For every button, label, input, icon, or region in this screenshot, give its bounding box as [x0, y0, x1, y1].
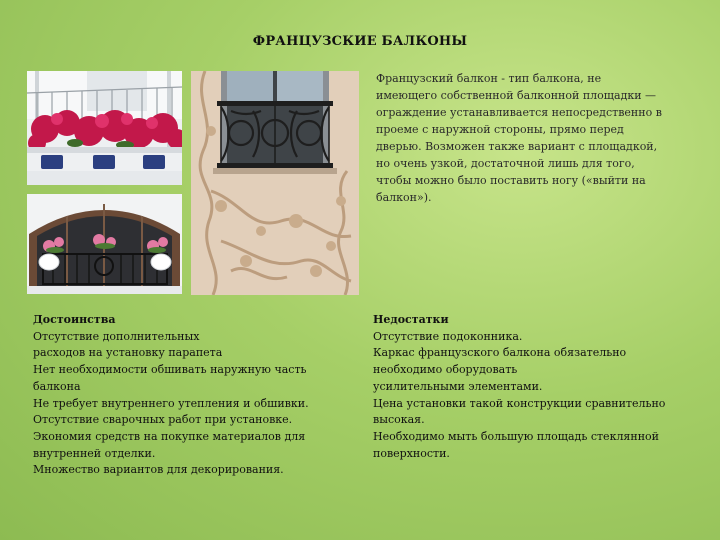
advantage-item: Не требует внутреннего утепления и обшивки.	[33, 396, 309, 410]
slide-title: ФРАНЦУЗСКИЕ БАЛКОНЫ	[252, 34, 468, 49]
description-line: имеющего собственной балконной площадки —	[376, 89, 657, 102]
disadvantage-item: Каркас французского балкона обязательно	[373, 346, 627, 360]
advantage-item: Отсутствие дополнительных	[33, 329, 200, 343]
disadvantage-item: Отсутствие подоконника.	[373, 329, 523, 343]
photo-arched-window-balcony	[27, 194, 182, 294]
disadvantage-item: высокая.	[373, 413, 425, 427]
advantage-item: Множество вариантов для декорирования.	[33, 463, 284, 477]
description-line: ограждение устанавливается непосредственно в	[376, 106, 662, 119]
description-line: дверью. Возможен также вариант с площадкой,	[376, 140, 658, 153]
disadvantage-item: Необходимо мыть большую площадь стеклянной	[373, 429, 659, 443]
advantage-item: балкона	[33, 379, 81, 393]
advantage-item: Экономия средств на покупке материалов для	[33, 429, 306, 443]
advantage-item: Отсутствие сварочных работ при установке.	[33, 413, 293, 427]
description-line: балкон»).	[376, 191, 432, 204]
description-text	[376, 70, 688, 206]
disadvantage-item: Цена установки такой конструкции сравнительно	[373, 396, 666, 410]
advantages-list	[33, 312, 353, 479]
description-line: но очень узкой, достаточной лишь для того,	[376, 157, 635, 170]
advantage-item: Нет необходимости обшивать наружную часть	[33, 363, 307, 377]
photo-balcony-red-flowers	[27, 71, 182, 185]
photo-ornate-iron-balcony	[191, 71, 359, 295]
advantage-item: внутренней отделки.	[33, 446, 156, 460]
description-line: Французский балкон - тип балкона, не	[376, 72, 602, 85]
disadvantage-item: усилительными элементами.	[373, 379, 543, 393]
description-line: чтобы можно было поставить ногу («выйти на	[376, 174, 646, 187]
disadvantage-item: необходимо оборудовать	[373, 363, 518, 377]
advantage-item: расходов на установку парапета	[33, 346, 223, 360]
disadvantages-heading: Недостатки	[373, 313, 449, 326]
disadvantages-list	[373, 312, 708, 462]
advantages-heading: Достоинства	[33, 313, 116, 326]
description-line: проеме с наружной стороны, прямо перед	[376, 123, 624, 136]
disadvantage-item: поверхности.	[373, 446, 450, 460]
